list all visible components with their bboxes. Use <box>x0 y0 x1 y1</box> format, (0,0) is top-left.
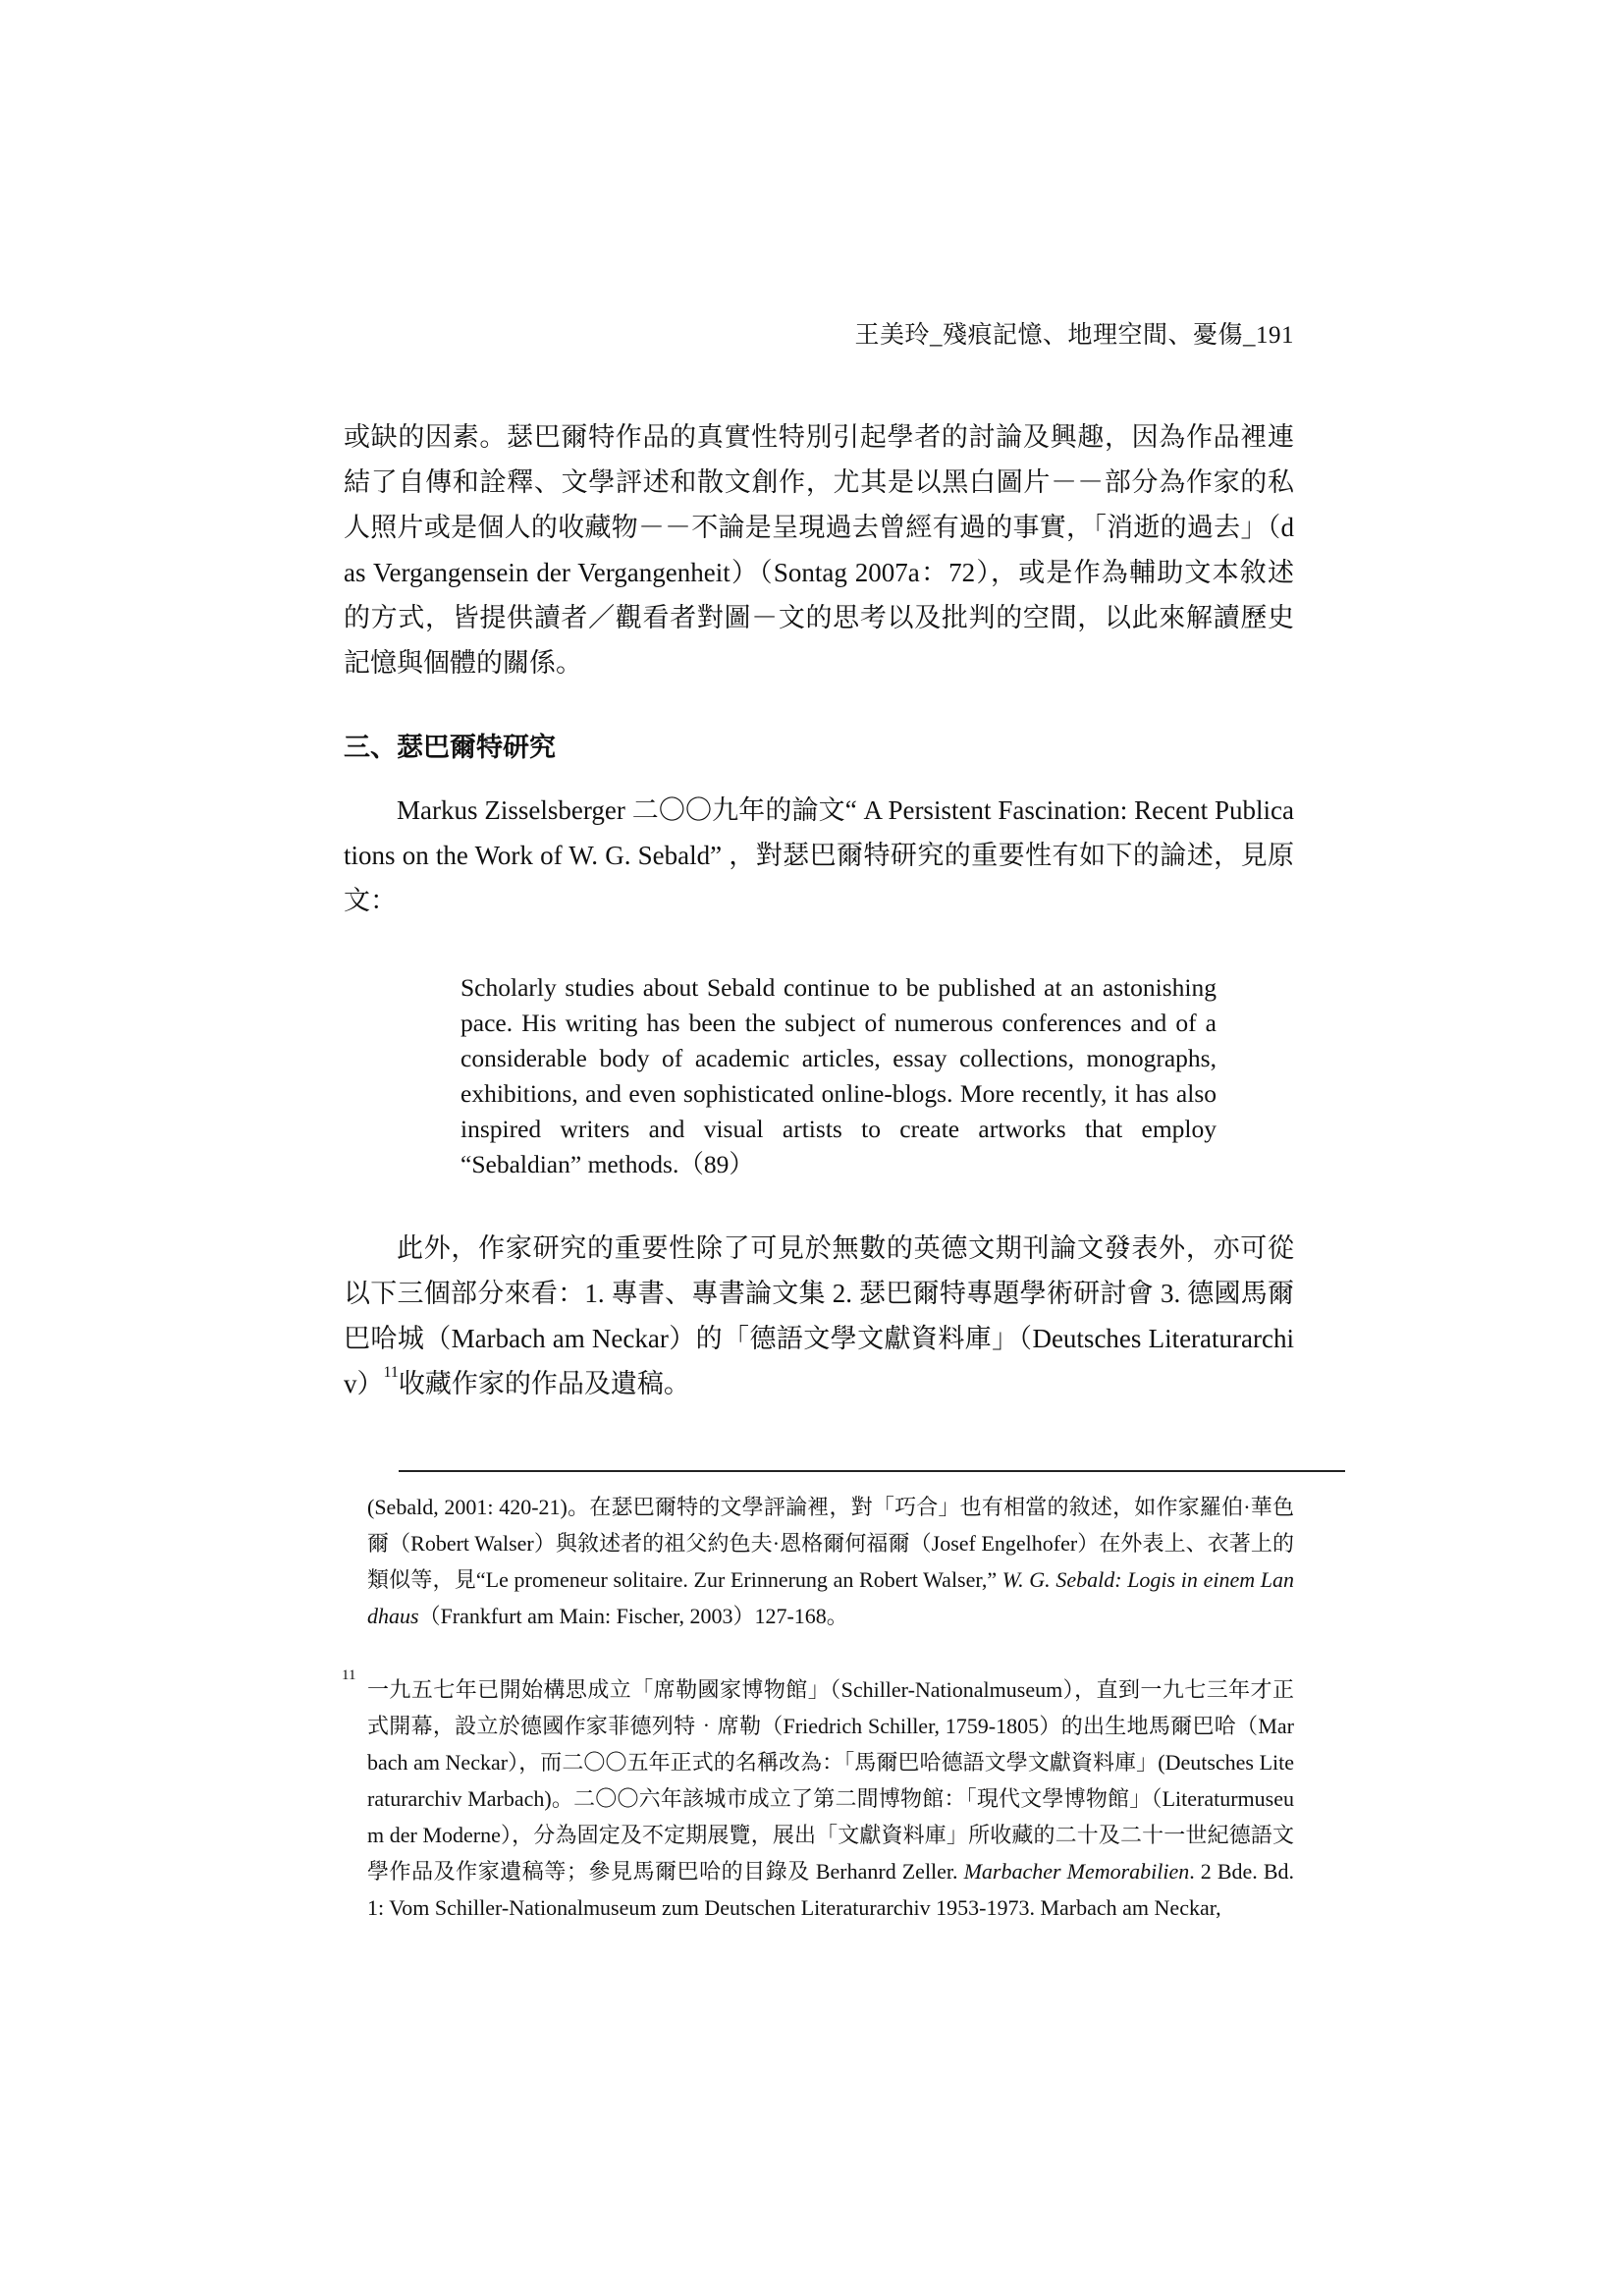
running-header: 王美玲_殘痕記憶、地理空間、憂傷_191 <box>854 322 1294 349</box>
footnote-continued <box>367 1489 1294 1634</box>
footnote-continued-book-title: W. G. Sebald: Logis in einem Landhaus <box>367 1567 1295 1628</box>
footnote-continued-text-end: （Frankfurt am Main: Fischer, 2003）127-168。 <box>418 1604 848 1628</box>
body-paragraph-2: Markus Zisselsberger 二〇〇九年的論文“ A Persistent Fascination: Recent Publications on the Work of W. G. Sebald” ，對瑟巴爾特研究的重要性有如下的論述，見原文： <box>344 795 1294 915</box>
footnote-continued-text: (Sebald, 2001: 420-21)。在瑟巴爾特的文學評論裡，對「巧合」也有相當的敘述，如作家羅伯·華色爾（Robert Walser）與敘述者的祖父約色夫·恩格爾何福爾（Josef Engelhofer）在外表上、衣著上的類似等，見“Le promeneur solitaire. Zur Erinnerung an Robert Walser,” <box>367 1495 1294 1592</box>
body-paragraph-3 <box>344 1226 1294 1406</box>
footnote-11-book-title: Marbacher Memorabilien <box>963 1859 1190 1884</box>
footnote-reference-11[interactable]: 11 <box>383 1364 399 1381</box>
footnote-divider <box>399 1470 1345 1472</box>
footnote-number: 11 <box>342 1667 356 1683</box>
footnote-11-text: 一九五七年已開始構思成立「席勒國家博物館」（Schiller-Nationalmuseum），直到一九七三年才正式開幕，設立於德國作家菲德列特‧席勒（Friedrich Schiller, 1759-1805）的出生地馬爾巴哈（Marbach am Neckar），而二〇〇五年正式的名稱改為：「馬爾巴哈德語文學文獻資料庫」(Deutsches Literaturarchiv Marbach)。二〇〇六年該城市成立了第二間博物館：「現代文學博物館」（Literaturmuseum der Moderne），分為固定及不定期展覽，展出「文獻資料庫」所收藏的二十及二十一世紀德語文學作品及作家遺稿等；參見馬爾巴哈的目錄及 Berhanrd Zeller. <box>367 1677 1294 1884</box>
footnote-11 <box>342 1667 1294 1926</box>
paragraph-3-text: 此外，作家研究的重要性除了可見於無數的英德文期刊論文發表外，亦可從以下三個部分來看：1. 專書、專書論文集 2. 瑟巴爾特專題學術研討會 3. 德國馬爾巴哈城（Marbach am Neckar）的「德語文學文獻資料庫」（Deutsches Literaturarchiv） <box>344 1233 1294 1398</box>
section-heading: 三、瑟巴爾特研究 <box>344 733 556 763</box>
footnote-11-text-end: . 2 Bde. Bd. 1: Vom Schiller-Nationalmuseum zum Deutschen Literaturarchiv 1953-1973. Marbach am Neckar, <box>367 1859 1294 1920</box>
paragraph-3-text-end: 收藏作家的作品及遺稿。 <box>398 1369 690 1398</box>
body-paragraph-1: 或缺的因素。瑟巴爾特作品的真實性特別引起學者的討論及興趣，因為作品裡連結了自傳和詮釋、文學評述和散文創作，尤其是以黑白圖片－－部分為作家的私人照片或是個人的收藏物－－不論是呈現過去曾經有過的事實，「消逝的過去」（das Vergangensein der Vergangenheit）（Sontag 2007a：72），或是作為輔助文本敘述的方式，皆提供讀者／觀看者對圖－文的思考以及批判的空間，以此來解讀歷史記憶與個體的關係。 <box>344 422 1294 678</box>
block-quote: Scholarly studies about Sebald continue to be published at an astonishing pace. His writing has been the subject of numerous conferences and of a considerable body of academic articles, essay collections, monographs, exhibitions, and even sophisticated online-blogs. More recently, it has also inspired writers and visual artists to create artworks that employ “Sebaldian” methods.（89） <box>460 973 1217 1178</box>
